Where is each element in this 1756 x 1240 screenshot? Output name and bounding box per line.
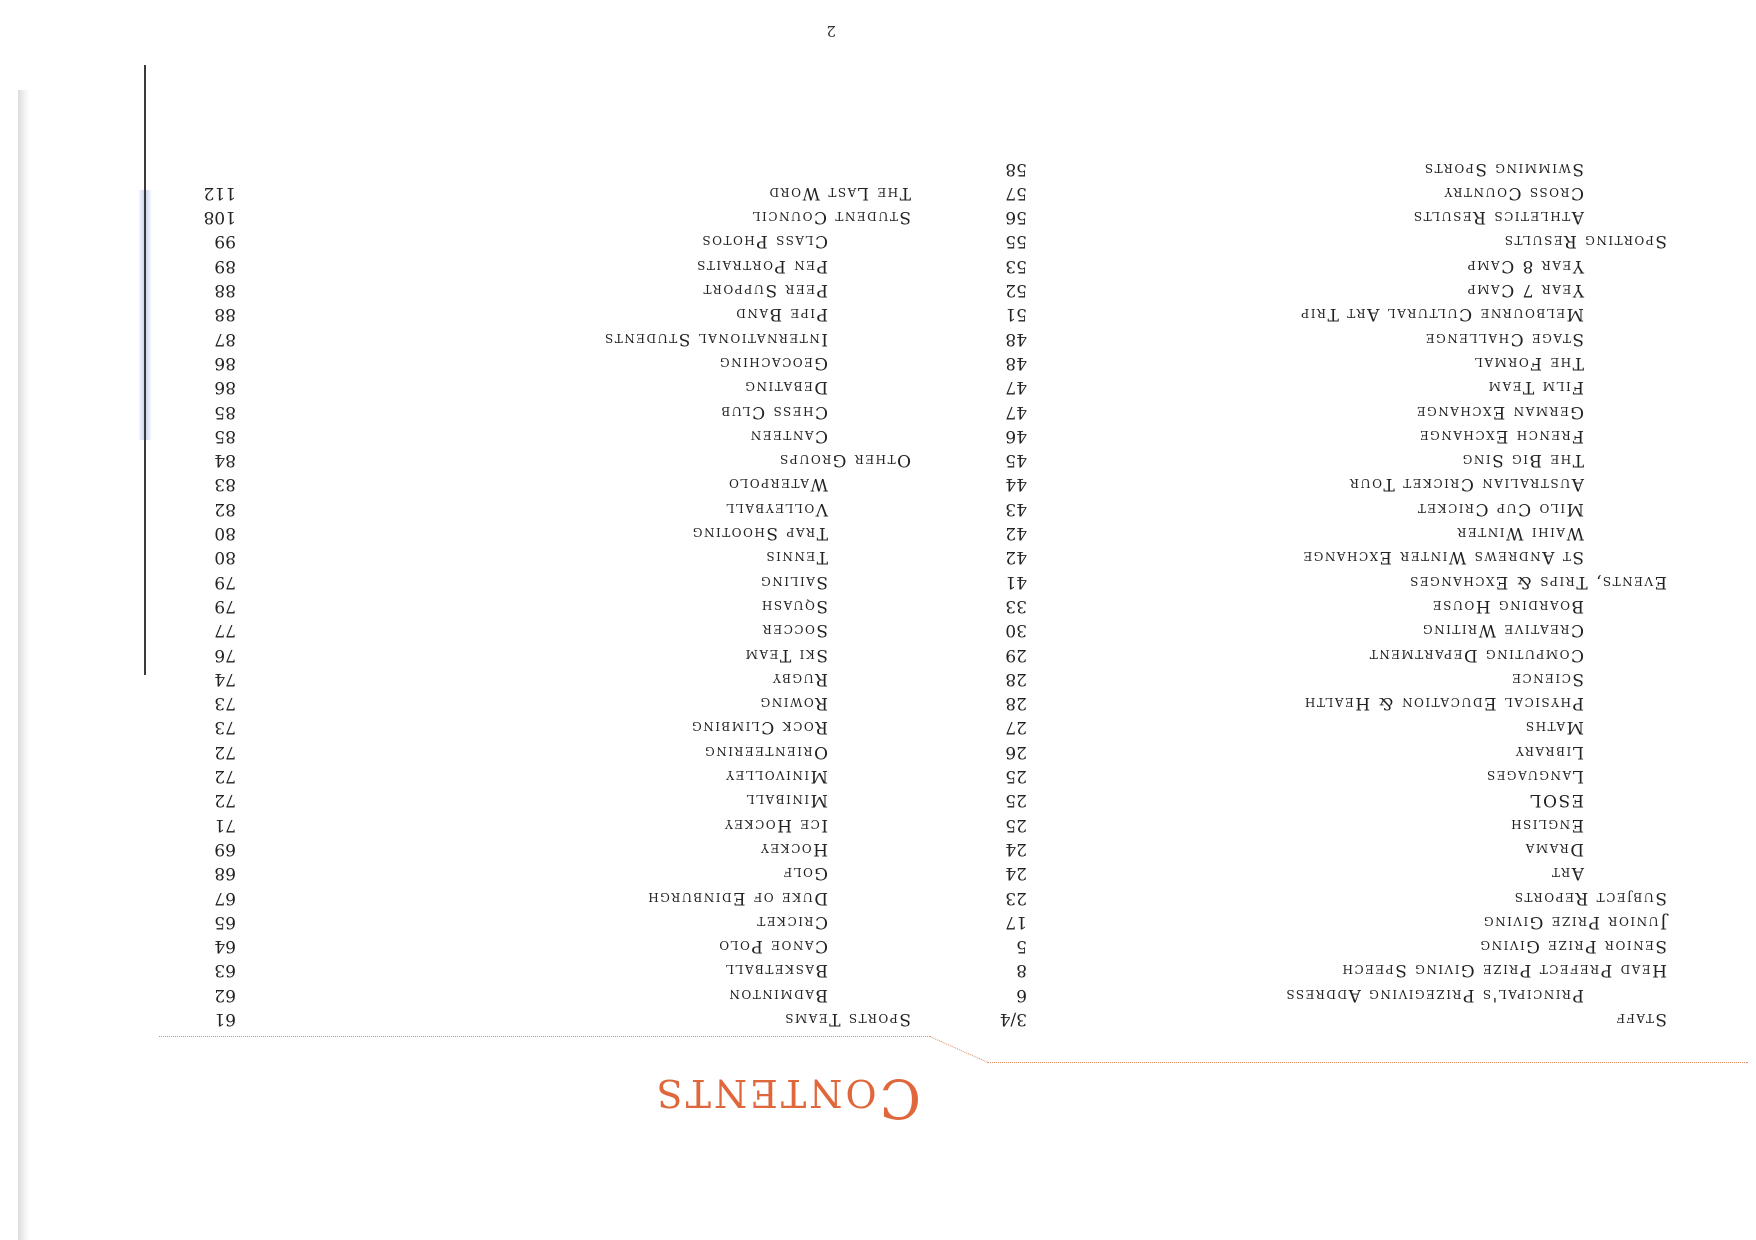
toc-entry bbox=[214, 883, 911, 908]
toc-entry bbox=[1005, 519, 1667, 544]
toc-entry bbox=[1005, 446, 1667, 471]
toc-entry bbox=[203, 179, 911, 203]
toc-entry-title: Geocaching bbox=[718, 352, 828, 373]
toc-entry-title: Sailing bbox=[759, 571, 828, 592]
toc-entry bbox=[214, 276, 911, 301]
toc-entry bbox=[1005, 422, 1667, 446]
toc-entry-title: Drama bbox=[1524, 838, 1584, 859]
toc-entry-page: 57 bbox=[1005, 182, 1027, 203]
toc-entry-page: 76 bbox=[214, 644, 236, 665]
toc-entry bbox=[1005, 397, 1667, 422]
toc-entry-page: 43 bbox=[1005, 498, 1027, 519]
toc-entry bbox=[214, 397, 911, 422]
toc-entry bbox=[214, 713, 911, 738]
toc-entry bbox=[1005, 835, 1667, 859]
toc-entry-page: 71 bbox=[214, 814, 236, 835]
toc-entry-page: 42 bbox=[1005, 523, 1027, 544]
toc-entry bbox=[214, 810, 911, 835]
toc-entry-page: 63 bbox=[214, 960, 236, 981]
toc-entry-title: Peer Support bbox=[702, 280, 828, 301]
toc-entry bbox=[1005, 203, 1667, 228]
toc-entry bbox=[999, 1005, 1667, 1029]
toc-entry bbox=[214, 494, 911, 519]
toc-entry-page: 73 bbox=[214, 717, 236, 738]
toc-entry-title: Art bbox=[1550, 863, 1584, 884]
contents-column-right bbox=[203, 179, 911, 1029]
toc-entry-title: Minivolley bbox=[724, 766, 828, 787]
toc-entry-title: Principal's Prizegiving Address bbox=[1284, 984, 1584, 1005]
toc-entry-page: 79 bbox=[214, 595, 236, 616]
toc-entry bbox=[214, 422, 911, 446]
toc-entry-page: 80 bbox=[214, 523, 236, 544]
toc-entry-page: 64 bbox=[214, 936, 236, 957]
toc-entry-page: 108 bbox=[203, 207, 236, 228]
toc-entry-page: 24 bbox=[1005, 838, 1027, 859]
toc-entry-title: Waihi Winter bbox=[1455, 523, 1584, 544]
toc-entry bbox=[214, 665, 911, 689]
toc-entry-page: 72 bbox=[214, 741, 236, 762]
toc-entry-title: Squash bbox=[760, 595, 828, 616]
toc-entry-title: Events, Trips & Exchanges bbox=[1408, 571, 1667, 592]
toc-entry-title: Science bbox=[1510, 668, 1584, 689]
toc-entry-page: 86 bbox=[214, 377, 236, 398]
toc-entry-page: 89 bbox=[214, 255, 236, 276]
toc-entry-page: 86 bbox=[214, 352, 236, 373]
toc-entry-page: 85 bbox=[214, 425, 236, 446]
toc-entry bbox=[214, 956, 911, 981]
toc-entry-page: 79 bbox=[214, 571, 236, 592]
toc-entry-page: 58 bbox=[1005, 158, 1027, 179]
toc-entry-title: French Exchange bbox=[1418, 425, 1584, 446]
toc-entry bbox=[214, 300, 911, 325]
toc-entry-title: The Last Word bbox=[767, 182, 911, 203]
toc-entry bbox=[1005, 908, 1667, 932]
toc-entry-title: Milo Cup Cricket bbox=[1416, 498, 1584, 519]
toc-entry-title: Hockey bbox=[759, 838, 828, 859]
dotted-rule-slant bbox=[931, 1037, 988, 1063]
toc-entry-page: 45 bbox=[1005, 450, 1027, 471]
toc-entry bbox=[214, 252, 911, 276]
toc-entry bbox=[1005, 762, 1667, 787]
toc-entry-page: 5 bbox=[1016, 936, 1027, 957]
page-title: Contents bbox=[653, 1067, 921, 1130]
toc-entry bbox=[1005, 227, 1667, 252]
toc-entry-page: 17 bbox=[1005, 911, 1027, 932]
toc-entry-title: Rowing bbox=[759, 693, 828, 714]
toc-entry-title: Melbourne Cultural Art Trip bbox=[1299, 304, 1584, 325]
toc-entry-page: 51 bbox=[1005, 304, 1027, 325]
toc-entry bbox=[214, 786, 911, 811]
toc-entry-page: 80 bbox=[214, 547, 236, 568]
toc-entry-title: Rugby bbox=[771, 668, 828, 689]
toc-entry-page: 48 bbox=[1005, 352, 1027, 373]
toc-entry-title: Creative Writing bbox=[1421, 620, 1584, 641]
toc-entry-title: German Exchange bbox=[1415, 401, 1584, 422]
toc-entry-title: Athletics Results bbox=[1412, 207, 1584, 228]
toc-entry-title: Swimming Sports bbox=[1423, 158, 1584, 179]
toc-entry bbox=[1005, 252, 1667, 276]
toc-entry bbox=[1005, 640, 1667, 665]
toc-entry bbox=[214, 519, 911, 544]
toc-entry bbox=[214, 980, 911, 1005]
toc-entry-title: Other Groups bbox=[778, 450, 911, 471]
contents-column-left bbox=[999, 154, 1667, 1029]
toc-entry bbox=[1005, 470, 1667, 495]
toc-entry-page: 65 bbox=[214, 911, 236, 932]
toc-entry-title: Year 8 Camp bbox=[1466, 255, 1584, 276]
dotted-rule-left bbox=[988, 1062, 1748, 1063]
toc-entry-title: Pipe Band bbox=[734, 304, 828, 325]
toc-entry-page: 3/4 bbox=[999, 1009, 1027, 1029]
toc-entry-title: Duke of Edinburgh bbox=[646, 887, 828, 908]
toc-entry bbox=[1005, 349, 1667, 373]
toc-entry-title: Sporting Results bbox=[1503, 231, 1667, 252]
toc-entry-page: 56 bbox=[1005, 207, 1027, 228]
toc-entry-title: St Andrews Winter Exchange bbox=[1301, 547, 1584, 568]
toc-entry bbox=[214, 762, 911, 787]
toc-entry-page: 44 bbox=[1005, 474, 1027, 495]
toc-entry bbox=[1005, 567, 1667, 592]
toc-entry bbox=[214, 324, 911, 349]
toc-entry-title: Volleyball bbox=[724, 498, 828, 519]
toc-entry-title: Ice Hockey bbox=[723, 814, 828, 835]
toc-entry-title: Film Team bbox=[1487, 377, 1584, 398]
toc-entry bbox=[1005, 859, 1667, 884]
toc-entry-page: 26 bbox=[1005, 741, 1027, 762]
toc-entry-title: Debating bbox=[743, 377, 828, 398]
toc-entry-page: 72 bbox=[214, 790, 236, 811]
toc-entry-title: Soccer bbox=[761, 620, 828, 641]
toc-entry-title: Australian Cricket Tour bbox=[1348, 474, 1584, 495]
toc-entry-title: Stage Challenge bbox=[1424, 328, 1584, 349]
toc-entry-title: Senior Prize Giving bbox=[1479, 936, 1667, 957]
toc-entry-title: Orienteering bbox=[703, 741, 828, 762]
toc-entry bbox=[1005, 616, 1667, 641]
toc-entry-title: Staff bbox=[1615, 1009, 1667, 1029]
toc-entry bbox=[203, 203, 911, 228]
toc-entry-page: 69 bbox=[214, 838, 236, 859]
toc-entry-page: 6 bbox=[1016, 984, 1027, 1005]
toc-entry-page: 61 bbox=[214, 1009, 236, 1029]
toc-entry-title: Cross Country bbox=[1442, 182, 1584, 203]
toc-entry-title: Rock Climbing bbox=[690, 717, 828, 738]
toc-entry-title: Student Council bbox=[751, 207, 911, 228]
toc-entry-page: 25 bbox=[1005, 814, 1027, 835]
toc-entry-title: Chess Club bbox=[719, 401, 828, 422]
margin-line bbox=[144, 65, 146, 675]
toc-entry bbox=[214, 227, 911, 252]
toc-entry-page: 8 bbox=[1016, 960, 1027, 981]
toc-entry-page: 55 bbox=[1005, 231, 1027, 252]
toc-entry-page: 29 bbox=[1005, 644, 1027, 665]
toc-entry bbox=[1016, 932, 1667, 957]
toc-entry-page: 88 bbox=[214, 280, 236, 301]
toc-entry-page: 25 bbox=[1005, 766, 1027, 787]
toc-entry-page: 72 bbox=[214, 766, 236, 787]
toc-entry-page: 82 bbox=[214, 498, 236, 519]
toc-entry bbox=[1005, 737, 1667, 762]
toc-entry-title: Canteen bbox=[749, 425, 828, 446]
toc-entry bbox=[1005, 786, 1667, 811]
toc-entry-title: Year 7 Camp bbox=[1466, 280, 1584, 301]
toc-entry-page: 28 bbox=[1005, 693, 1027, 714]
toc-entry-page: 27 bbox=[1005, 717, 1027, 738]
toc-entry bbox=[214, 373, 911, 398]
toc-entry bbox=[214, 908, 911, 932]
toc-entry bbox=[1016, 980, 1667, 1005]
toc-entry-page: 85 bbox=[214, 401, 236, 422]
toc-entry-title: Maths bbox=[1524, 717, 1584, 738]
toc-entry-page: 41 bbox=[1005, 571, 1027, 592]
toc-entry-title: ESOL bbox=[1528, 790, 1584, 811]
toc-entry bbox=[1005, 324, 1667, 349]
toc-entry bbox=[214, 1005, 911, 1029]
toc-entry-page: 99 bbox=[214, 231, 236, 252]
toc-entry-title: Class Photos bbox=[700, 231, 828, 252]
toc-entry bbox=[1005, 179, 1667, 203]
toc-entry-page: 30 bbox=[1005, 620, 1027, 641]
toc-entry bbox=[214, 567, 911, 592]
toc-entry bbox=[214, 835, 911, 859]
toc-entry bbox=[1005, 665, 1667, 689]
toc-entry-page: 112 bbox=[203, 182, 236, 203]
toc-entry-page: 83 bbox=[214, 474, 236, 495]
toc-entry-page: 25 bbox=[1005, 790, 1027, 811]
toc-entry-title: The Big Sing bbox=[1461, 450, 1584, 471]
toc-entry bbox=[214, 446, 911, 471]
toc-entry bbox=[214, 616, 911, 641]
toc-entry-title: Boarding House bbox=[1431, 595, 1584, 616]
toc-entry-page: 47 bbox=[1005, 377, 1027, 398]
toc-entry bbox=[1005, 713, 1667, 738]
toc-entry-title: Physical Education & Health bbox=[1303, 693, 1584, 714]
toc-entry-page: 46 bbox=[1005, 425, 1027, 446]
toc-entry-page: 33 bbox=[1005, 595, 1027, 616]
toc-entry-page: 68 bbox=[214, 863, 236, 884]
toc-entry-title: Languages bbox=[1485, 766, 1584, 787]
toc-entry-page: 84 bbox=[214, 450, 236, 471]
toc-entry-title: Subject Reports bbox=[1513, 887, 1667, 908]
toc-entry-page: 23 bbox=[1005, 887, 1027, 908]
toc-entry bbox=[214, 543, 911, 568]
toc-entry bbox=[1005, 373, 1667, 398]
toc-entry bbox=[214, 859, 911, 884]
toc-entry bbox=[214, 640, 911, 665]
toc-entry-title: Computing Department bbox=[1368, 644, 1584, 665]
toc-entry-page: 88 bbox=[214, 304, 236, 325]
toc-entry bbox=[214, 349, 911, 373]
toc-entry-title: Junior Prize Giving bbox=[1482, 911, 1667, 932]
toc-entry-title: Badminton bbox=[727, 984, 828, 1005]
toc-entry-title: Waterpolo bbox=[727, 474, 828, 495]
toc-entry bbox=[1005, 300, 1667, 325]
toc-entry-title: Library bbox=[1514, 741, 1584, 762]
toc-entry-page: 62 bbox=[214, 984, 236, 1005]
toc-entry bbox=[1005, 810, 1667, 835]
toc-entry bbox=[1005, 689, 1667, 714]
toc-entry bbox=[214, 592, 911, 616]
toc-entry-title: Golf bbox=[782, 863, 828, 884]
toc-entry-page: 52 bbox=[1005, 280, 1027, 301]
toc-entry bbox=[1005, 276, 1667, 301]
toc-entry-title: The Formal bbox=[1473, 352, 1584, 373]
toc-entry-page: 74 bbox=[214, 668, 236, 689]
toc-entry-page: 47 bbox=[1005, 401, 1027, 422]
toc-entry-title: English bbox=[1509, 814, 1584, 835]
toc-entry-title: Cricket bbox=[755, 911, 828, 932]
toc-entry bbox=[214, 737, 911, 762]
toc-entry-title: Head Prefect Prize Giving Speech bbox=[1340, 960, 1667, 981]
toc-entry-title: Basketball bbox=[724, 960, 828, 981]
toc-entry-page: 53 bbox=[1005, 255, 1027, 276]
toc-entry-title: Trap Shooting bbox=[691, 523, 828, 544]
toc-entry-page: 42 bbox=[1005, 547, 1027, 568]
toc-entry-title: Sports Teams bbox=[783, 1009, 911, 1029]
toc-entry bbox=[214, 932, 911, 957]
toc-entry-page: 48 bbox=[1005, 328, 1027, 349]
toc-entry-page: 28 bbox=[1005, 668, 1027, 689]
toc-entry-page: 73 bbox=[214, 693, 236, 714]
toc-entry-title: Pen Portraits bbox=[695, 255, 828, 276]
toc-entry-page: 24 bbox=[1005, 863, 1027, 884]
toc-entry bbox=[1005, 543, 1667, 568]
toc-entry bbox=[1005, 494, 1667, 519]
toc-entry-page: 77 bbox=[214, 620, 236, 641]
toc-entry bbox=[1005, 592, 1667, 616]
toc-entry-page: 67 bbox=[214, 887, 236, 908]
toc-entry bbox=[214, 689, 911, 714]
toc-entry-title: Tennis bbox=[764, 547, 828, 568]
toc-entry bbox=[1016, 956, 1667, 981]
toc-entry-title: Miniball bbox=[745, 790, 828, 811]
toc-entry bbox=[1005, 883, 1667, 908]
toc-entry bbox=[214, 470, 911, 495]
toc-entry-page: 87 bbox=[214, 328, 236, 349]
toc-entry-title: International Students bbox=[603, 328, 828, 349]
toc-entry bbox=[1005, 154, 1667, 179]
toc-entry-title: Ski Team bbox=[744, 644, 828, 665]
dotted-rule-right bbox=[159, 1036, 931, 1037]
page-number: 2 bbox=[826, 22, 836, 40]
toc-entry-title: Canoe Polo bbox=[717, 936, 828, 957]
